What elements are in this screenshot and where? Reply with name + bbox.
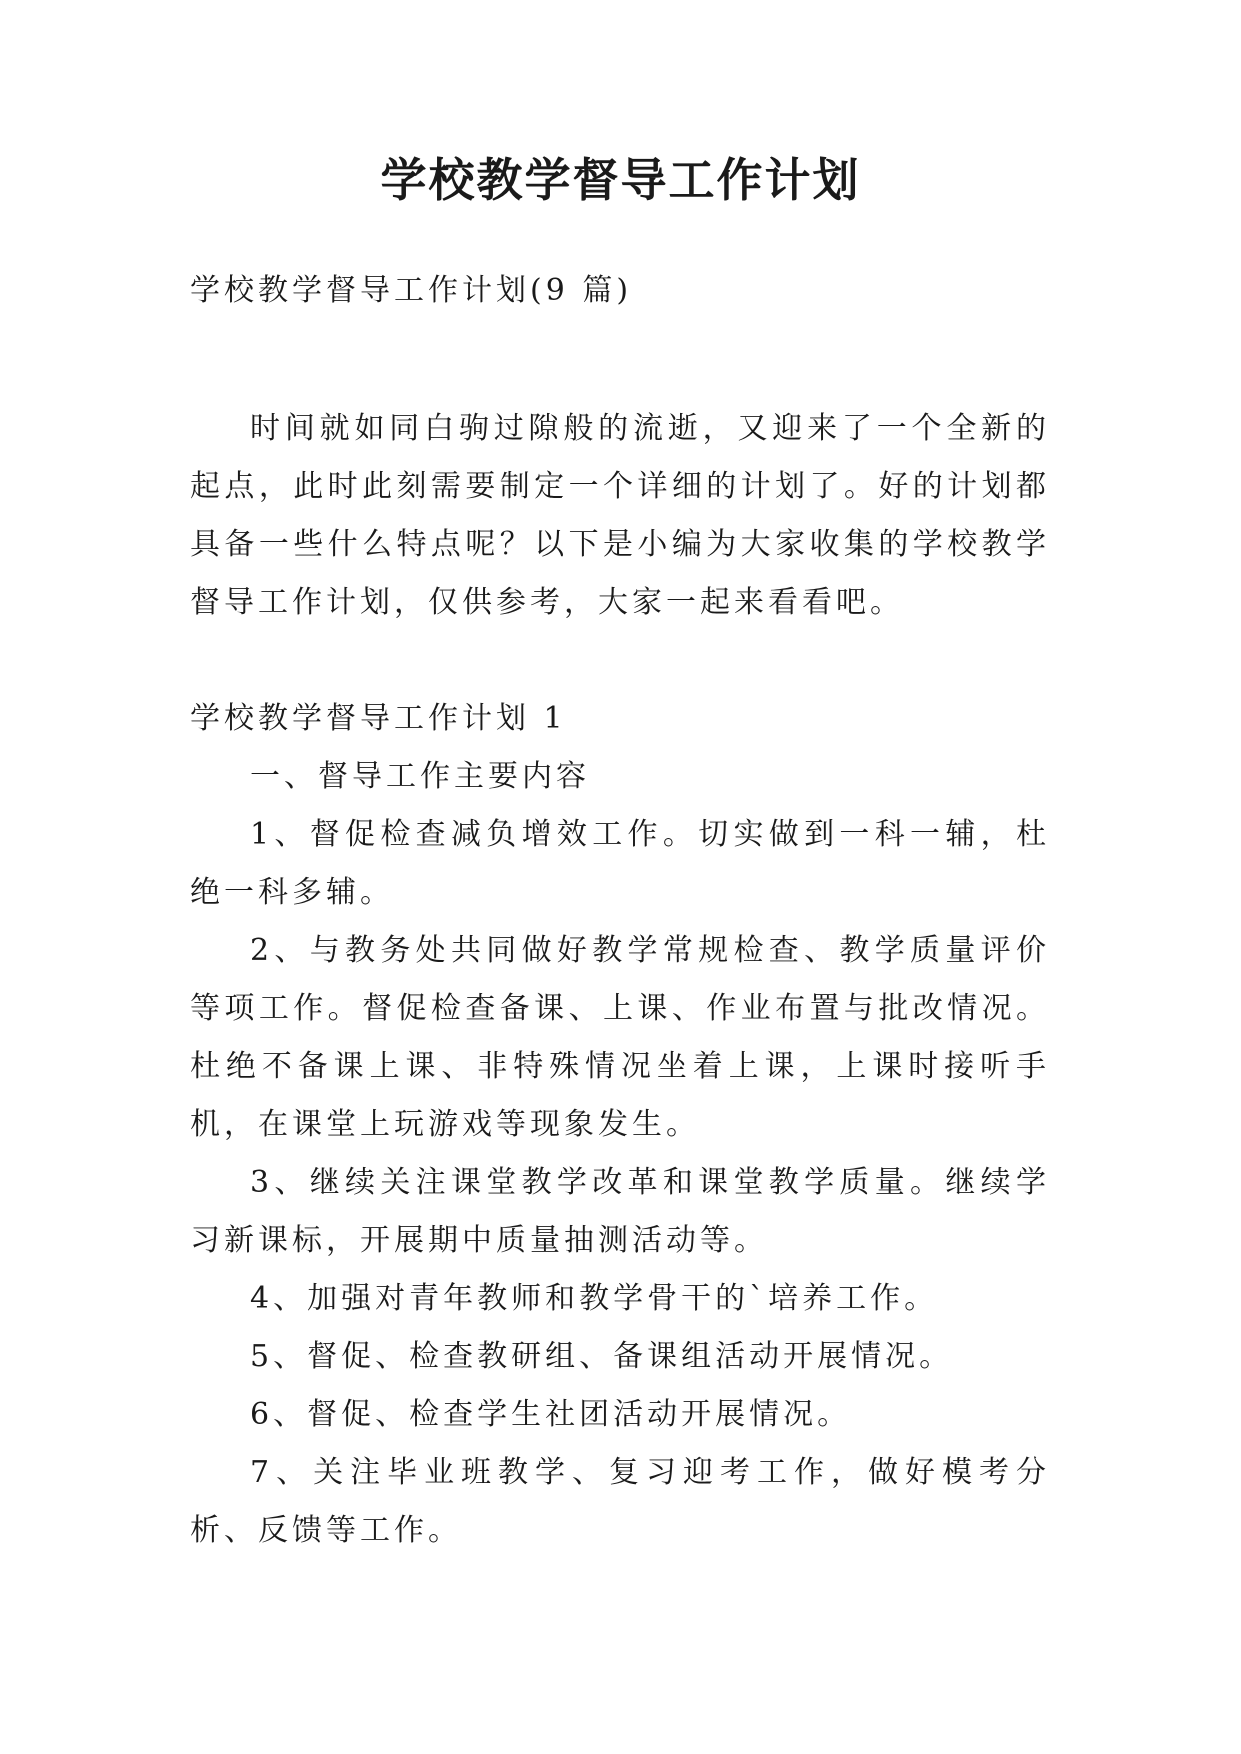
list-item: 4、加强对青年教师和教学骨干的`培养工作。 <box>250 1281 939 1316</box>
document-title: 学校教学督导工作计划 <box>380 153 861 207</box>
section-heading: 学校教学督导工作计划 1 <box>190 701 567 736</box>
subtitle-text: 学校教学督导工作计划(9 篇) <box>190 273 633 308</box>
intro-block <box>190 400 1050 632</box>
list-item: 3、继续关注课堂教学改革和课堂教学质量。继续学习新课标，开展期中质量抽测活动等。 <box>190 1165 1050 1258</box>
intro-paragraph: 时间就如同白驹过隙般的流逝，又迎来了一个全新的起点，此时此刻需要制定一个详细的计划了。好的计划都具备一些什么特点呢？以下是小编为大家收集的学校教学督导工作计划，仅供参考，大家一起来看看吧。 <box>190 411 1050 620</box>
list-item: 7、关注毕业班教学、复习迎考工作，做好模考分析、反馈等工作。 <box>190 1455 1050 1548</box>
list-item: 6、督促、检查学生社团活动开展情况。 <box>250 1397 852 1432</box>
section-1 <box>190 690 1050 1560</box>
document-subtitle <box>190 262 1050 320</box>
list-item: 5、督促、检查教研组、备课组活动开展情况。 <box>250 1339 954 1374</box>
list-item: 2、与教务处共同做好教学常规检查、教学质量评价等项工作。督促检查备课、上课、作业布置与批改情况。杜绝不备课上课、非特殊情况坐着上课，上课时接听手机，在课堂上玩游戏等现象发生。 <box>190 933 1050 1142</box>
list-item: 1、督促检查减负增效工作。切实做到一科一辅，杜绝一科多辅。 <box>190 817 1050 910</box>
section-heading-item: 一、督导工作主要内容 <box>250 759 590 794</box>
